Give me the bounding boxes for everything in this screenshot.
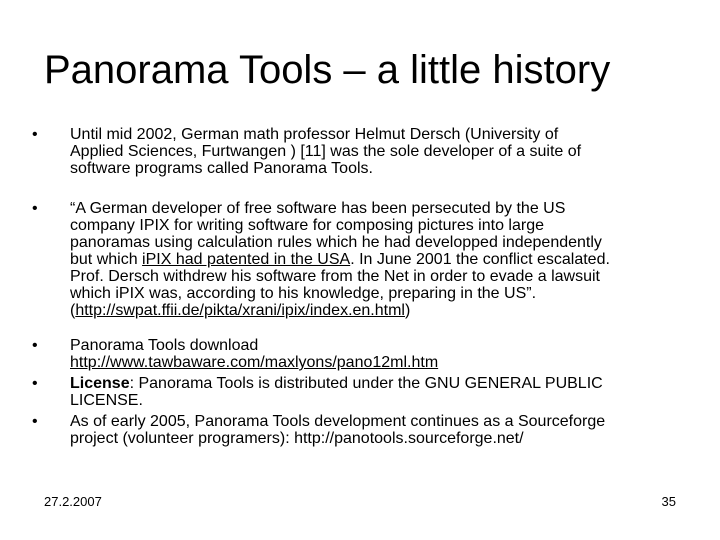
bullet-text-line [70,251,690,268]
bullet-text: Applied Sciences, Furtwangen ) [11] was the sole developer of a suite of [70,143,582,160]
bullet-text: panoramas using calculation rules which he had developped independently [70,234,602,251]
text-fragment: ) [404,302,411,319]
bullet-text-line [70,302,690,319]
bullet-item-sourceforge [30,413,690,447]
bullet-text: software programs called Panorama Tools. [70,160,373,177]
bullet-icon: • [32,200,38,217]
license-label: License [70,375,130,392]
bullet-icon: • [32,375,38,392]
bullet-icon: • [32,126,38,143]
bullet-item-quote [30,200,690,319]
bullet-text: As of early 2005, Panorama Tools development continues as a Sourceforge [70,413,606,430]
bullet-item-download [30,337,690,371]
bullet-item-license [30,375,690,409]
bullet-text: “A German developer of free software has been persecuted by the US [70,200,566,217]
text-fragment: ( [70,302,76,319]
bullet-icon: • [32,337,38,354]
bullet-item-history [30,126,690,177]
bullet-text-line [70,375,690,392]
swpat-link[interactable]: http://swpat.ffii.de/pikta/xrani/ipix/index.en.html [75,302,405,319]
bullet-text: project (volunteer programers): http://panotools.sourceforge.net/ [70,430,524,447]
bullet-text: LICENSE. [70,392,143,409]
footer-page-number: 35 [661,494,676,509]
bullet-text: which iPIX was, according to his knowledge, preparing in the US”. [70,285,537,302]
download-link[interactable]: http://www.tawbaware.com/maxlyons/pano12ml.htm [70,354,439,371]
bullet-text: Until mid 2002, German math professor Helmut Dersch (University of [70,126,559,143]
text-fragment: . In June 2001 the conflict escalated. [350,251,610,268]
ipix-patent-link[interactable]: iPIX had patented in the USA [142,251,351,268]
slide-title: Panorama Tools – a little history [44,48,611,92]
bullet-text: Panorama Tools download [70,337,259,354]
bullet-icon: • [32,413,38,430]
text-fragment: : Panorama Tools is distributed under the GNU GENERAL PUBLIC [129,375,603,392]
footer-date: 27.2.2007 [44,494,102,509]
text-fragment: but which [70,251,143,268]
bullet-text: Prof. Dersch withdrew his software from the Net in order to evade a lawsuit [70,268,600,285]
bullet-list [30,126,690,447]
bullet-text: company IPIX for writing software for composing pictures into large [70,217,544,234]
